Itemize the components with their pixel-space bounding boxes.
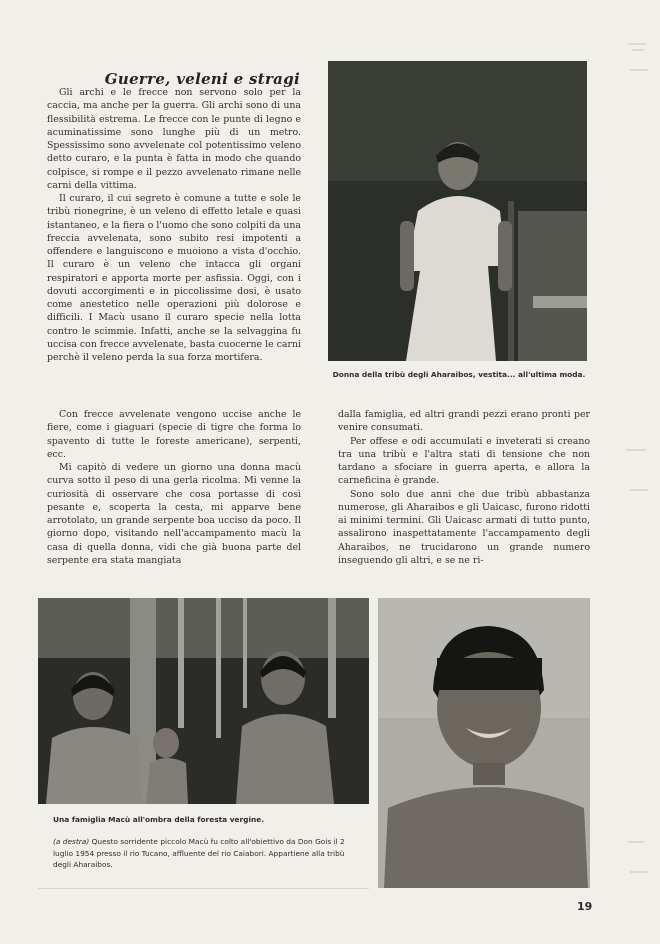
photo-boy-illustration	[378, 598, 590, 888]
photo-woman-illustration	[328, 61, 587, 361]
caption-boy-prefix: (a destra)	[53, 837, 90, 846]
caption-boy-text: Questo sorridente piccolo Macù fu colto all'obiettivo da Don Gois il 2 luglio 1954 presso il rio Tucano, affluente del rio Caiabori. Appartiene alla tribù degli Aharaibos.	[53, 837, 345, 869]
caption-boy	[53, 836, 353, 871]
paragraph: dalla famiglia, ed altri grandi pezzi erano pronti per venire consumati.	[338, 409, 590, 434]
photo-macu-family	[38, 598, 369, 804]
paragraph: Mi capitò di vedere un giorno una donna macù curva sotto il peso di una gerla ricolma. Mi venne la curiosità di osservare che cosa portasse di così pesante e, scoperta la cesta, mi apparve bene arrotolato, un grande serpente boa ucciso da poco. Il giorno dopo, visitando nell'accampamento macù la casa di quella donna, vidi che già buona parte del serpente era stata mangiata	[47, 462, 301, 566]
paragraph: Con frecce avvelenate vengono uccise anche le fiere, come i giaguari (specie di tigre che forma lo spavento di tutte le foreste americane), serpenti, ecc.	[47, 409, 301, 460]
photo-smiling-boy	[378, 598, 590, 888]
page-number: 19	[577, 900, 593, 913]
article-column-right-bottom	[338, 408, 590, 567]
paragraph: Gli archi e le frecce non servono solo per la caccia, ma anche per la guerra. Gli archi sono di una flessibilità estrema. Le frecce con le punte di legno e acuminatissime sono lunghe più di un metro. Spessissimo sono avvelenate col potentissimo veleno detto curaro, e la punta è fatta in modo che quando colpisce, si rompe e il pezzo avvelenato rimane nelle carni della vittima.	[47, 87, 301, 191]
paragraph: Per offese e odi accumulati e inveterati si creano tra una tribù e l'altra stati di tensione che non tardano a sfociare in guerra aperta, e allora la carneficina è grande.	[338, 435, 590, 487]
photo-family-illustration	[38, 598, 369, 804]
article-column-left-top	[47, 86, 301, 364]
paragraph: Il curaro, il cui segreto è comune a tutte e sole le tribù rionegrine, è un veleno di effetto letale e quasi istantaneo, e la fiera o l'uomo che sono colpiti da una freccia avvelenata, sono subito resi impotenti a offendere e languiscono e muoiono a vista d'occhio. Il curaro è un veleno che intacca gli organi respiratori e apporta morte per asfissia. Oggi, con i dovuti accorgimenti e in piccolissime dosi, è usato come anestetico nelle operazioni più dolorose e difficili. I Macù usano il curaro specie nella lotta contro le scimmie. Infatti, anche se la selvaggina fu uccisa con frecce avvelenate, basta cuocerne le carni perchè il veleno perda la sua forza mortifera.	[47, 193, 301, 363]
paragraph: Sono solo due anni che due tribù abbastanza numerose, gli Aharaibos e gli Uaicasc, furono ridotti ai minimi termini. Gli Uaicasc armati di tutto punto, assalirono inaspettatamente l'accampamento degli Aharaibos, ne trucidarono un grande numero inseguendo gli altri, e se ne ri-	[338, 488, 590, 566]
photo-aharaibos-woman	[328, 61, 587, 361]
margin-scan-marks	[622, 30, 652, 910]
section-heading: Guerre, veleni e stragi	[104, 70, 300, 89]
caption-family: Una famiglia Macù all'ombra della foresta vergine.	[53, 815, 265, 824]
scan-marks-decoration	[622, 30, 652, 910]
caption-woman: Donna della tribù degli Aharaibos, vestita... all'ultima moda.	[332, 370, 586, 379]
article-column-left-bottom	[47, 408, 301, 567]
